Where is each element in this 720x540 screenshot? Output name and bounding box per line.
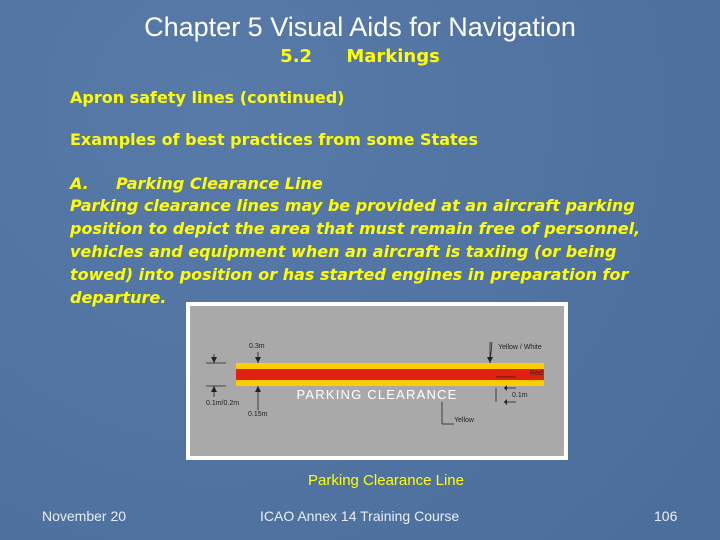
yellow-stripe-top xyxy=(236,363,544,369)
topic-line: Apron safety lines (continued) xyxy=(70,88,345,107)
footer-course: ICAO Annex 14 Training Course xyxy=(260,508,460,524)
section-heading xyxy=(70,174,323,193)
label-yellow-white: Yellow / White xyxy=(498,344,542,351)
figure-caption: Parking Clearance Line xyxy=(308,472,464,489)
label-yellow: Yellow xyxy=(454,417,474,424)
footer-date: November 20 xyxy=(42,508,127,524)
dimension-right: 0.1m xyxy=(512,392,528,399)
footer-page-number: 106 xyxy=(654,508,678,524)
label-red: Red xyxy=(530,370,543,377)
red-stripe xyxy=(236,369,544,380)
section-title: Parking Clearance Line xyxy=(116,174,323,193)
slide-title: Chapter 5 Visual Aids for Navigation xyxy=(144,12,576,42)
dimension-left: 0.1m/0.2m xyxy=(206,400,240,407)
dimension-bottom: 0.15m xyxy=(248,411,268,418)
parking-clearance-figure xyxy=(186,302,568,460)
slide-subtitle: 5.2 Markings xyxy=(280,46,440,67)
section-letter: A. xyxy=(70,174,89,193)
parking-clearance-diagram xyxy=(186,302,568,460)
description-paragraph: Parking clearance lines may be provided at an aircraft parking position to depict the area that must remain free of personnel, vehicles and equipment when an aircraft is taxiing (or being towed) into position or has started engines in preparation for departure. xyxy=(70,196,641,307)
examples-line: Examples of best practices from some States xyxy=(70,130,479,149)
yellow-stripe-bottom xyxy=(236,380,544,386)
stripe-text: PARKING CLEARANCE xyxy=(296,387,458,402)
dimension-top: 0.3m xyxy=(249,343,265,350)
